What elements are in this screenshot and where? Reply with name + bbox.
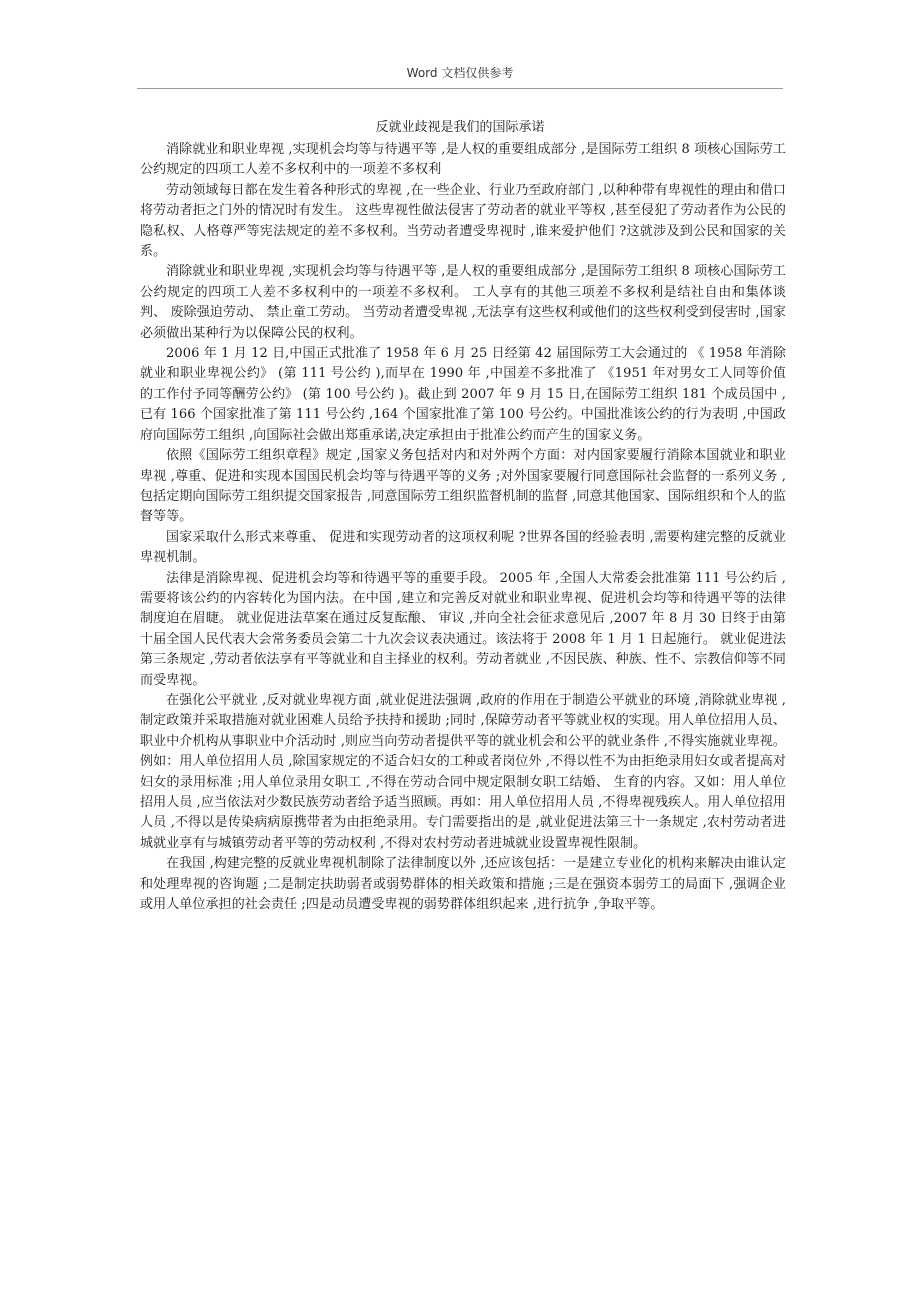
paragraph: 在我国 ,构建完整的反就业卑视机制除了法律制度以外 ,还应该包括：一是建立专业化的机构来解决由谁认定和处理卑视的咨询题 ;二是制定扶助弱者或弱势群体的相关政策和措施 ;三是在强资本弱劳工的局面下 ,强调企业或用人单位承担的社会责任 ;四是动员遭受卑视的弱势群体组织起来 ,进行抗争 ,争取平等。 [140,856,786,913]
header-divider [137,88,783,89]
paragraph: 劳动领域每日都在发生着各种形式的卑视 ,在一些企业、行业乃至政府部门 ,以种种带有卑视性的理由和借口将劳动者拒之门外的情况时有发生。 这些卑视性做法侵害了劳动者的就业平等权 ,甚至侵犯了劳动者作为公民的隐私权、人格尊严等宪法规定的差不多权利。当劳动者遭受卑视时 ,谁来爱护他们 ?这就涉及到公民和国家的关系。 [140,182,786,260]
paragraph: 在强化公平就业 ,反对就业卑视方面 ,就业促进法强调 ,政府的作用在于制造公平就业的环境 ,消除就业卑视 ,制定政策并采取措施对就业困难人员给予扶持和援助 ;同时 ,保障劳动者平等就业权的实现。用人单位招用人员、职业中介机构从事职业中介活动时 ,则应当向劳动者提供平等的就业机会和公平的就业条件 ,不得实施就业卑视。例如：用人单位招用人员 ,除国家规定的不适合妇女的工种或者岗位外 ,不得以性不为由拒绝录用妇女或者提高对妇女的录用标准 ;用人单位录用女职工 ,不得在劳动合同中规定限制女职工结婚、 生育的内容。又如：用人单位招用人员 ,应当依法对少数民族劳动者给予适当照顾。再如：用人单位招用人员 ,不得卑视残疾人。用人单位招用人员 ,不得以是传染病病原携带者为由拒绝录用。专门需要指出的是 ,就业促进法第三十一条规定 ,农村劳动者进城就业享有与城镇劳动者平等的劳动权利 ,不得对农村劳动者进城就业设置卑视性限制。 [140,692,786,851]
paragraph: 法律是消除卑视、促进机会均等和待遇平等的重要手段。 2005 年 ,全国人大常委会批准第 111 号公约后 ,需要将该公约的内容转化为国内法。在中国 ,建立和完善反对就业和职业卑视、促进机会均等和待遇平等的法律制度迫在眉睫。 就业促进法草案在通过反复酝酿、 审议 ,并向全社会征求意见后 ,2007 年 8 月 30 日终于由第十届全国人民代表大会常务委员会第二十九次会议表决通过。该法将于 2008 年 1 月 1 日起施行。 就业促进法第三条规定 ,劳动者依法享有平等就业和自主择业的权利。劳动者就业 ,不因民族、种族、性不、宗教信仰等不同而受卑视。 [140,570,786,688]
paragraph: 消除就业和职业卑视 ,实现机会均等与待遇平等 ,是人权的重要组成部分 ,是国际劳工组织 8 项核心国际劳工公约规定的四项工人差不多权利中的一项差不多权利。 工人享有的其他三项差不多权利是结社自由和集体谈判、 废除强迫劳动、 禁止童工劳动。 当劳动者遭受卑视 ,无法享有这些权利或他们的这些权利受到侵害时 ,国家必须做出某种行为以保障公民的权利。 [140,264,786,341]
paragraph: 国家采取什么形式来尊重、 促进和实现劳动者的这项权利呢 ?世界各国的经验表明 ,需要构建完整的反就业卑视机制。 [140,529,786,566]
document-body [140,140,786,915]
paragraph: 消除就业和职业卑视 ,实现机会均等与待遇平等 ,是人权的重要组成部分 ,是国际劳工组织 8 项核心国际劳工公约规定的四项工人差不多权利中的一项差不多权利 [140,142,786,178]
paragraph: 依照《国际劳工组织章程》规定 ,国家义务包括对内和对外两个方面：对内国家要履行消除本国就业和职业卑视 ,尊重、促进和实现本国国民机会均等与待遇平等的义务 ;对外国家要履行同意国际社会监督的一系列义务 ,包括定期向国际劳工组织提交国家报告 ,同意国际劳工组织监督机制的监督 ,同意其他国家、国际组织和个人的监督等等。 [140,448,786,525]
document-title: 反就业歧视是我们的国际承诺 [375,120,545,135]
paragraph: 2006 年 1 月 12 日,中国正式批准了 1958 年 6 月 25 日经第 42 届国际劳工大会通过的 《 1958 年消除就业和职业卑视公约》 (第 111 号公约 ),而早在 1990 年 ,中国差不多批准了 《1951 年对男女工人同等价值的工作付予同等酬劳公约》 (第 100 号公约 )。截止到 2007 年 9 月 15 日,在国际劳工组织 181 个成员国中 ,已有 166 个国家批准了第 111 号公约 ,164 个国家批准了第 100 号公约。中国批准该公约的行为表明 ,中国政府向国际劳工组织 ,向国际社会做出郑重承诺,决定承担由于批准公约而产生的国家义务。 [140,346,786,443]
page-header: Word 文档仅供参考 [406,66,514,80]
